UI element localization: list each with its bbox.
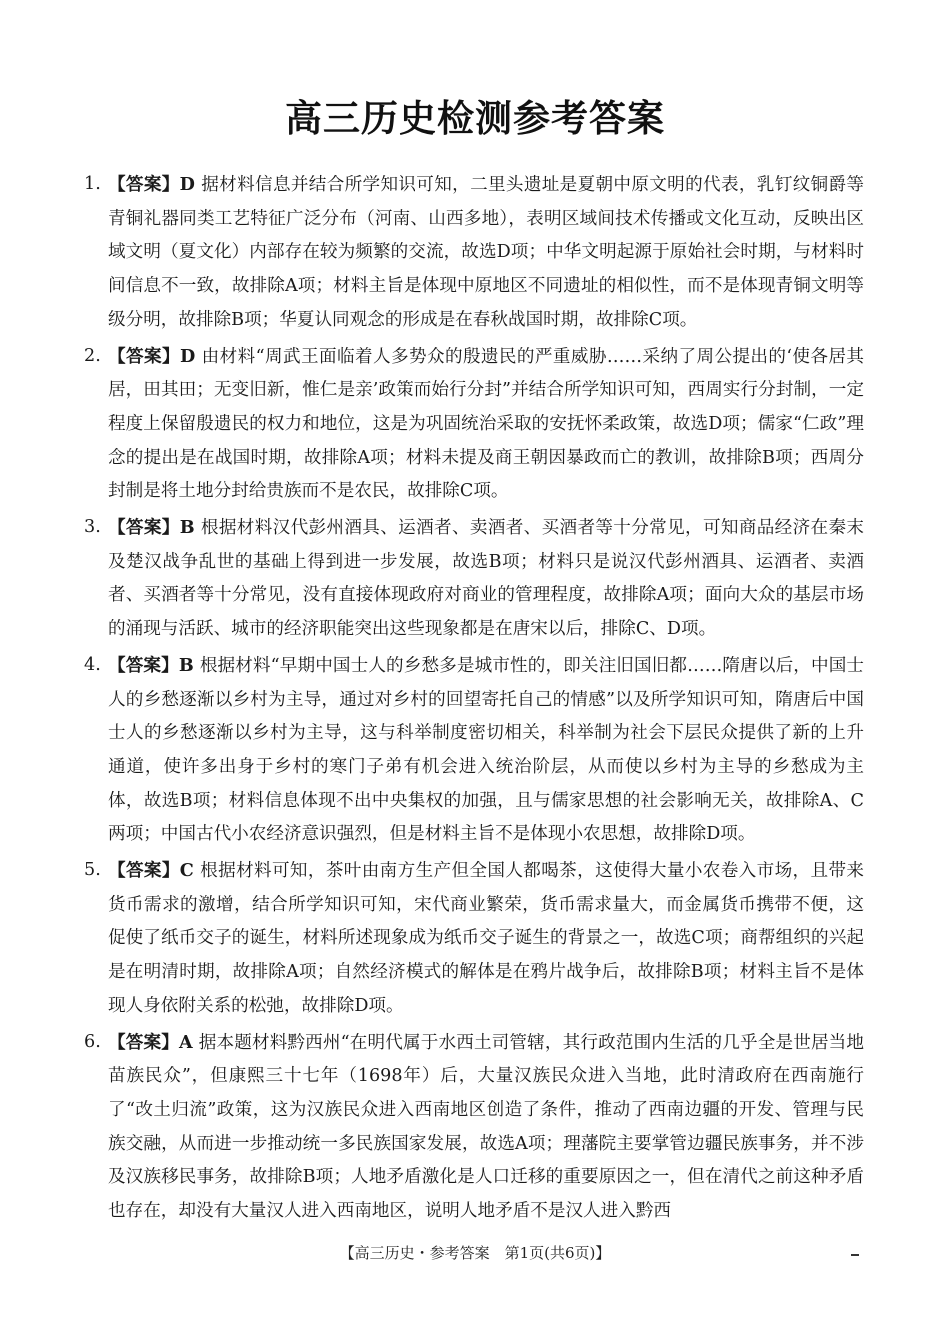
question-number: 4. — [84, 654, 101, 675]
answer-explanation: 根据材料可知，茶叶由南方生产但全国人都喝茶，这使得大量小农卷入市场，且带来货币需求的激增，结合所学知识可知，宋代商业繁荣，货币需求量大，而金属货币携带不便，这促使了纸币交子的诞生，材料所述现象成为纸币交子诞生的背景之一，故选C项；商帮组织的兴起是在明清时期，故排除A项；自然经济模式的解体是在鸦片战争后，故排除B项；材料主旨不是体现人身依附关系的松弛，故排除D项。 — [108, 861, 864, 1016]
answer-explanation: 根据材料汉代彭州酒具、运酒者、卖酒者、买酒者等十分常见，可知商品经济在秦末及楚汉战争乱世的基础上得到进一步发展，故选B项；材料只是说汉代彭州酒具、运酒者、卖酒者、买酒者等十分常见，没有直接体现政府对商业的管理程度，故排除A项；面向大众的基层市场的涌现与活跃、城市的经济职能突出这些现象都是在唐宋以后，排除C、D项。 — [108, 518, 864, 640]
answer-item — [84, 854, 864, 1024]
answer-item — [84, 511, 864, 647]
answer-list — [84, 168, 864, 1231]
answer-tag: 【答案】A — [108, 1031, 193, 1053]
answer-tag: 【答案】C — [108, 860, 194, 882]
page-title: 高三历史检测参考答案 — [285, 97, 665, 140]
corner-mark — [851, 1254, 859, 1256]
answer-explanation: 根据材料“早期中国士人的乡愁多是城市性的，即关注旧国旧都……隋唐以后，中国士人的乡愁逐渐以乡村为主导，通过对乡村的回望寄托自己的情感”以及所学知识可知，隋唐后中国士人的乡愁逐渐以乡村为主导，这与科举制度密切相关，科举制为社会下层民众提供了新的上升通道，使许多出身于乡村的寒门子弟有机会进入统治阶层，从而使以乡村为主导的乡愁成为主体，故选B项；材料信息体现不出中央集权的加强，且与儒家思想的社会影响无关，故排除A、C两项；中国古代小农经济意识强烈，但是材料主旨不是体现小农思想，故排除D项。 — [108, 655, 865, 845]
answer-item — [84, 168, 864, 338]
answer-item — [84, 1026, 864, 1229]
answer-explanation: 据本题材料黔西州“在明代属于水西土司管辖，其行政范围内生活的几乎全是世居当地苗族民众”，但康熙三十七年（1698年）后，大量汉族民众进入当地，此时清政府在西南施行了“改土归流”政策，这为汉族民众进入西南地区创造了条件，推动了西南边疆的开发、管理与民族交融，从而进一步推动统一多民族国家发展，故选A项；理藩院主要掌管边疆民族事务，并不涉及汉族移民事务，故排除B项；人地矛盾激化是人口迁移的重要原因之一，但在清代之前这种矛盾也存在，却没有大量汉人进入西南地区，说明人地矛盾不是汉人进入黔西 — [108, 1032, 865, 1222]
question-number: 5. — [84, 860, 101, 881]
answer-explanation: 据材料信息并结合所学知识可知，二里头遗址是夏朝中原文明的代表，乳钉纹铜爵等青铜礼器同类工艺特征广泛分布（河南、山西多地），表明区域间技术传播或文化互动，反映出区域文明（夏文化）内部存在较为频繁的交流，故选D项；中华文明起源于原始社会时期，与材料时间信息不一致，故排除A项；材料主旨是体现中原地区不同遗址的相似性，而不是体现青铜文明等级分明，故排除B项；华夏认同观念的形成是在春秋战国时期，故排除C项。 — [108, 175, 864, 330]
answer-item — [84, 340, 864, 510]
question-number: 1. — [84, 174, 101, 194]
answer-tag: 【答案】B — [108, 517, 195, 539]
question-number: 2. — [84, 345, 101, 366]
question-number: 3. — [84, 517, 101, 538]
answer-explanation: 由材料“周武王面临着人多势众的殷遗民的严重威胁……采纳了周公提出的‘使各居其居，田其田；无变旧新，惟仁是亲’政策而始行分封”并结合所学知识可知，西周实行分封制，一定程度上保留殷遗民的权力和地位，这是为巩固统治采取的安抚怀柔政策，故选D项；儒家“仁政”理念的提出是在战国时期，故排除A项；材料未提及商王朝因暴政而亡的教训，故排除B项；西周分封制是将土地分封给贵族而不是农民，故排除C项。 — [108, 346, 864, 502]
page-footer: 【高三历史・参考答案 第1页(共6页)】 — [339, 1244, 611, 1262]
answer-tag: 【答案】D — [108, 345, 196, 367]
question-number: 6. — [84, 1031, 101, 1052]
answer-tag: 【答案】B — [108, 654, 194, 676]
answer-item — [84, 649, 864, 852]
answer-tag: 【答案】D — [108, 174, 195, 195]
